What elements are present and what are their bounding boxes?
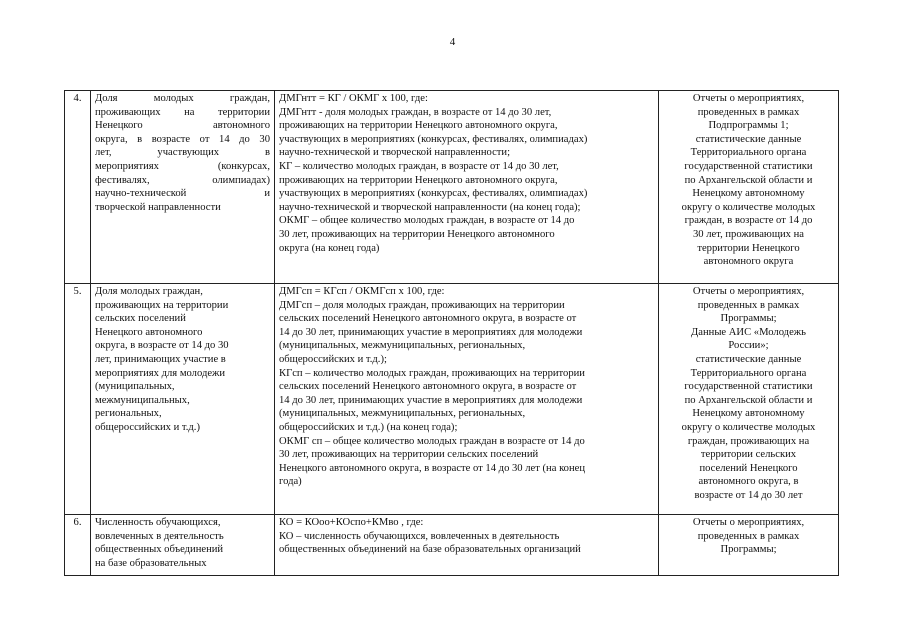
data-source-line: Ненецкому автономному	[692, 188, 805, 200]
data-source-line: Данные АИС «Молодежь	[691, 326, 806, 338]
data-source-line: возрасте от 14 до 30 лет	[694, 489, 803, 501]
indicator-name-line: сельских поселений	[95, 313, 186, 325]
data-source-line: автономного округа, в	[698, 476, 799, 488]
indicator-name-line: проживающих на территории	[95, 299, 229, 311]
data-source	[659, 284, 839, 515]
indicator-name-line: Доля молодых граждан,	[95, 286, 203, 297]
data-source-line: территории сельских	[700, 449, 797, 461]
indicator-name-line: Доля молодых граждан,	[95, 93, 270, 104]
data-source-line: проведенных в рамках	[697, 530, 800, 542]
data-source-line: Программы;	[720, 544, 777, 556]
calculation-formula-line: 30 лет, проживающих на территории Ненецкого автономного	[279, 228, 555, 240]
indicator-name-line: Численность обучающихся,	[95, 517, 221, 528]
calculation-formula-line: ОКМГ сп – общее количество молодых граждан в возрасте от 14 до	[279, 435, 585, 447]
data-source-line: 30 лет, проживающих на	[693, 228, 804, 240]
calculation-formula-line: ДМГсп – доля молодых граждан, проживающих на территории	[279, 299, 565, 311]
calculation-formula-line: КО – численность обучающихся, вовлеченных в деятельность	[279, 530, 560, 542]
calculation-formula-line: КО = КОоо+КОспо+КМво , где:	[279, 517, 424, 528]
indicator-name-line: межмуниципальных,	[95, 394, 190, 406]
data-source-line: государственной статистики	[684, 381, 813, 393]
calculation-formula-line: округа (на конец года)	[279, 242, 380, 254]
data-source-line: по Архангельской области и	[684, 394, 813, 406]
indicator-name-line: региональных,	[95, 408, 162, 420]
calculation-formula-line: ДМГнтт - доля молодых граждан, в возрасте от 14 до 30 лет,	[279, 106, 552, 118]
data-source	[659, 515, 839, 576]
calculation-formula-line: Ненецкого автономного округа, в возрасте от 14 до 30 лет (на конец	[279, 462, 586, 474]
calculation-formula-line: (муниципальных, межмуниципальных, региональных,	[279, 340, 526, 352]
data-source-line: поселений Ненецкого	[699, 462, 798, 474]
data-source-line: Отчеты о мероприятиях,	[692, 93, 805, 104]
indicator-name-line: мероприятиях (конкурсах,	[95, 160, 270, 172]
data-source-line: Отчеты о мероприятиях,	[692, 286, 805, 297]
data-source-line: статистические данные	[695, 133, 802, 145]
indicator-name-line: Ненецкого автономного	[95, 120, 270, 132]
indicator-name-line: общественных объединений	[95, 544, 224, 556]
calculation-formula	[275, 515, 659, 576]
data-source-line: граждан, в возрасте от 14 до	[684, 215, 813, 227]
data-source-line: по Архангельской области и	[684, 174, 813, 186]
calculation-formula-line: общественных объединений на базе образовательных организаций	[279, 544, 581, 556]
data-source-line: округу о количестве молодых	[681, 201, 816, 213]
calculation-formula-line: общероссийских и т.д.) (на конец года);	[279, 421, 458, 433]
indicator-name-line: творческой направленности	[95, 201, 221, 213]
calculation-formula-line: ДМГнтт = КГ / ОКМГ х 100, где:	[279, 93, 428, 104]
data-source-line: автономного округа	[703, 256, 794, 268]
calculation-formula-line: ДМГсп = КГсп / ОКМГсп х 100, где:	[279, 286, 445, 297]
indicator-name-line: на базе образовательных	[95, 557, 207, 569]
row-number: 4.	[65, 91, 91, 284]
calculation-formula-line: научно-технической и творческой направленности;	[279, 147, 511, 159]
data-source-line: проведенных в рамках	[697, 106, 800, 118]
calculation-formula-line: участвующих в мероприятиях (конкурсах, фестивалях, олимпиадах)	[279, 188, 588, 200]
calculation-formula-line: участвующих в мероприятиях (конкурсах, фестивалях, олимпиадах)	[279, 133, 588, 145]
indicator-name	[91, 91, 275, 284]
row-number: 5.	[65, 284, 91, 515]
calculation-formula-line: проживающих на территории Ненецкого автономного округа,	[279, 174, 558, 186]
data-source-line: территории Ненецкого	[697, 242, 800, 254]
calculation-formula-line: КГ – количество молодых граждан, в возрасте от 14 до 30 лет,	[279, 160, 559, 172]
indicator-name-line: проживающих на территории	[95, 106, 270, 118]
data-source-line: России»;	[728, 340, 769, 352]
calculation-formula-line: ОКМГ – общее количество молодых граждан, в возрасте от 14 до	[279, 215, 575, 227]
indicator-name	[91, 284, 275, 515]
calculation-formula-line: (муниципальных, межмуниципальных, региональных,	[279, 408, 526, 420]
indicators-table	[64, 90, 839, 576]
data-source-line: Отчеты о мероприятиях,	[692, 517, 805, 528]
calculation-formula-line: 14 до 30 лет, принимающих участие в мероприятиях для молодежи	[279, 394, 583, 406]
indicator-name-line: мероприятиях для молодежи	[95, 367, 226, 379]
indicator-name-line: Ненецкого автономного	[95, 326, 203, 338]
table-row	[65, 284, 839, 515]
indicator-name-line: лет, принимающих участие в	[95, 353, 226, 365]
indicator-name-line: округа, в возрасте от 14 до 30	[95, 133, 270, 145]
calculation-formula-line: сельских поселений Ненецкого автономного округа, в возрасте от	[279, 313, 577, 325]
table-row	[65, 515, 839, 576]
data-source-line: государственной статистики	[684, 160, 813, 172]
calculation-formula-line: научно-технической и творческой направленности (на конец года);	[279, 201, 581, 213]
data-source-line: Территориального органа	[690, 147, 807, 159]
row-number: 6.	[65, 515, 91, 576]
indicator-name-line: фестивалях, олимпиадах)	[95, 174, 270, 186]
calculation-formula	[275, 91, 659, 284]
calculation-formula-line: 30 лет, проживающих на территории сельских поселений	[279, 449, 539, 461]
data-source-line: Территориального органа	[690, 367, 807, 379]
data-source	[659, 91, 839, 284]
data-source-line: Ненецкому автономному	[692, 408, 805, 420]
table-row	[65, 91, 839, 284]
data-source-line: округу о количестве молодых	[681, 421, 816, 433]
calculation-formula-line: общероссийских и т.д.);	[279, 353, 387, 365]
data-source-line: статистические данные	[695, 353, 802, 365]
indicator-name-line: общероссийских и т.д.)	[95, 421, 200, 433]
indicator-name-line: научно-технической и	[95, 188, 270, 200]
calculation-formula-line: года)	[279, 476, 302, 488]
calculation-formula-line: проживающих на территории Ненецкого автономного округа,	[279, 120, 558, 132]
data-source-line: Программы;	[720, 313, 777, 325]
data-source-line: граждан, проживающих на	[687, 435, 810, 447]
indicator-name	[91, 515, 275, 576]
indicator-name-line: вовлеченных в деятельность	[95, 530, 224, 542]
data-source-line: Подпрограммы 1;	[708, 120, 789, 132]
page-number: 4	[449, 36, 456, 48]
indicator-name-line: лет, участвующих в	[95, 147, 270, 159]
calculation-formula	[275, 284, 659, 515]
indicator-name-line: (муниципальных,	[95, 381, 175, 393]
calculation-formula-line: КГсп – количество молодых граждан, проживающих на территории	[279, 367, 585, 379]
calculation-formula-line: сельских поселений Ненецкого автономного округа, в возрасте от	[279, 381, 577, 393]
calculation-formula-line: 14 до 30 лет, принимающих участие в мероприятиях для молодежи	[279, 326, 583, 338]
data-source-line: проведенных в рамках	[697, 299, 800, 311]
indicator-name-line: округа, в возрасте от 14 до 30	[95, 340, 229, 352]
